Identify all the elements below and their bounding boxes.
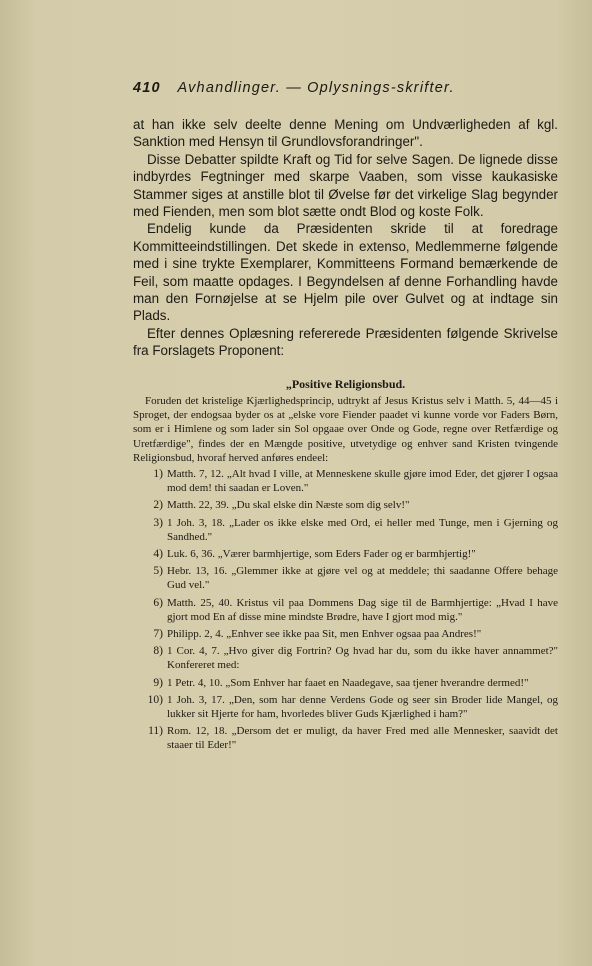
item-number: 5) [153, 565, 163, 578]
item-text: Matth. 7, 12. „Alt hvad I ville, at Menneskene skulle gjøre imod Eder, det gjører I ogsaa mod dem! thi saadan er Loven." [167, 468, 558, 495]
paragraph: at han ikke selv deelte denne Mening om Undværligheden af kgl. Sanktion med Hensyn til Grundlovsforandringer". [133, 117, 558, 150]
item-text: 1 Cor. 4, 7. „Hvo giver dig Fortrin? Og hvad har du, som du ikke haver annammet?" Konfereret med: [167, 645, 558, 672]
page-number: 410 [133, 80, 161, 96]
item-number: 2) [153, 499, 163, 512]
paragraph: Endelig kunde da Præsidenten skride til at foredrage Kommitteeindstillingen. Det skede in extenso, Medlemmerne følgende med i sine trykte Exemplarer, Kommitteens Formand bemærkende de Feil, som maatte opdages. I Begyndelsen af denne Forhandling havde man den Fornøjelse at se Hjelm pile over Gulvet og at indtage sin Plads. [133, 221, 558, 324]
item-number: 3) [153, 516, 163, 529]
item-text: 1 Joh. 3, 18. „Lader os ikke elske med Ord, ei heller med Tunge, men i Gjerning og Sandhed." [167, 516, 558, 543]
item-text: 1 Joh. 3, 17. „Den, som har denne Verdens Gode og seer sin Broder lide Mangel, og lukker sit Hjerte for ham, hvorledes bliver Guds Kjærlighed i ham?" [167, 693, 558, 721]
item-text: Matth. 22, 39. „Du skal elske din Næste som dig selv!" [167, 499, 410, 512]
list-item [133, 516, 558, 544]
item-text: Hebr. 13, 16. „Glemmer ikke at gjøre vel og at meddele; thi saadanne Offere behage Gud vel." [167, 565, 558, 592]
item-number: 10) [147, 693, 163, 706]
item-text: Matth. 25, 40. Kristus vil paa Dommens Dag sige til de Barmhjertige: „Hvad I have gjort mod En af disse mine mindste Brødre, have I gjort mod mig." [167, 596, 558, 623]
section-title: „Positive Religionsbud. [285, 377, 406, 391]
item-text: Rom. 12, 18. „Dersom det er muligt, da haver Fred med alle Mennesker, saavidt det staaer til Eder!" [167, 725, 558, 752]
item-number: 1) [153, 468, 163, 481]
quoted-letter [133, 394, 558, 756]
item-number: 8) [153, 645, 163, 658]
list-item [133, 644, 558, 672]
list-item [133, 596, 558, 624]
commandment-list [133, 467, 558, 753]
letter-intro: Foruden det kristelige Kjærlighedsprincip, udtrykt af Jesus Kristus selv i Matth. 5, 44—45 i Sproget, der endogsaa byder os at „elske vore Fiender paadet vi kunne vorde vor Faders Børn, som er i Himlene og som lader sin Sol opgaae over Onde og Gode, regne over Retfærdige og Uretfærdige", findes der en Mængde positive, utvetydige og enhver sand Kristen tvingende Religionsbud, hvoraf herved anføres endeel: [133, 395, 558, 464]
list-item [133, 498, 558, 512]
item-number: 4) [153, 548, 163, 561]
item-number: 11) [148, 725, 163, 738]
list-item [133, 547, 558, 561]
item-number: 6) [153, 596, 163, 609]
item-text: Luk. 6, 36. „Værer barmhjertige, som Eders Fader og er barmhjertig!" [167, 548, 476, 561]
paragraph: Disse Debatter spildte Kraft og Tid for selve Sagen. De lignede disse indbyrdes Fegtninger med skarpe Vaaben, som visse kaukasiske Stammer siges at anstille blot til Øvelse før det virkelige Slag begynder med Fienden, men som blot sætte ondt Blod og koste Folk. [133, 151, 558, 220]
item-text: 1 Petr. 4, 10. „Som Enhver har faaet en Naadegave, saa tjener hverandre dermed!" [167, 676, 529, 689]
list-item [133, 467, 558, 495]
list-item [133, 693, 558, 721]
list-item [133, 724, 558, 752]
list-item [133, 627, 558, 641]
item-text: Philipp. 2, 4. „Enhver see ikke paa Sit, men Enhver ogsaa paa Andres!" [167, 628, 482, 641]
list-item [133, 564, 558, 592]
running-title: Avhandlinger. — Oplysnings-skrifter. [177, 80, 455, 96]
item-number: 9) [153, 676, 163, 689]
paragraph: Efter dennes Oplæsning refererede Præsidenten følgende Skrivelse fra Forslagets Proponent: [133, 325, 558, 359]
running-header [133, 80, 493, 96]
item-number: 7) [153, 628, 163, 641]
body-text [133, 116, 558, 360]
list-item [133, 676, 558, 690]
